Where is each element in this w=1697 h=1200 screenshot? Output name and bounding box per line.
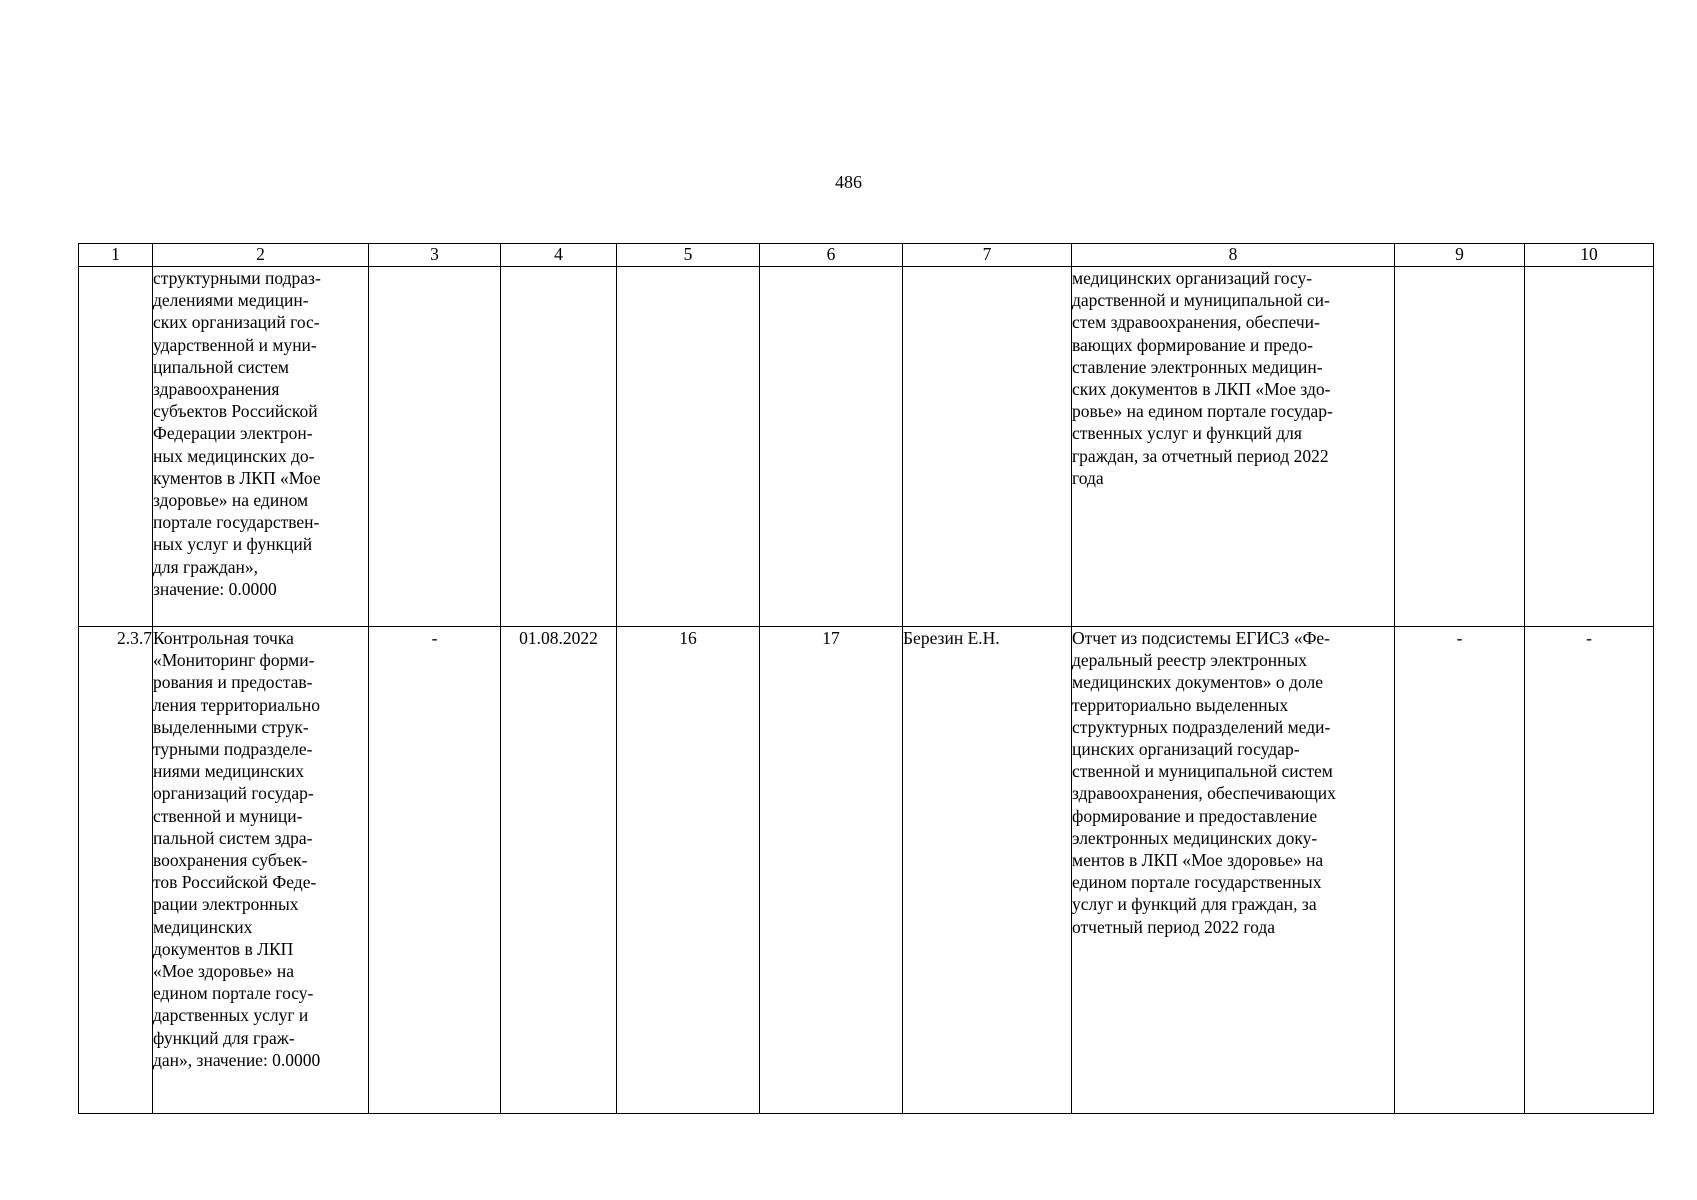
document-line: едином портале государственных [1072,872,1322,893]
document-line: территориально выделенных [1072,694,1289,715]
description-line: ударственной и муни- [153,334,317,355]
description-line: структурными подраз- [153,268,321,288]
description-line: ления территориально [153,694,320,715]
description-line: делениями медицин- [153,290,309,311]
description-line: едином портале госу- [153,983,314,1004]
description-line: ниями медицинских [153,761,304,782]
cell-col9 [1395,267,1525,627]
cell-document [1072,267,1395,627]
description-line: ных услуг и функций [153,534,313,555]
cell-number: 2.3.7 [79,627,153,1114]
document-line: структурных подразделений меди- [1072,716,1331,737]
document-line: ственных услуг и функций для [1072,423,1302,444]
document-line: медицинских документов» о доле [1072,672,1323,693]
document-line: дарственной и муниципальной си- [1072,290,1330,311]
document-line: ровье» на едином портале государ- [1072,401,1333,422]
cell-number [79,267,153,627]
description-line: дарственных услуг и [153,1005,309,1026]
description-line: портале государствен- [153,512,320,533]
description-line: турными подразделе- [153,739,313,760]
column-header-4: 4 [501,244,617,267]
cell-col10 [1525,267,1654,627]
description-line: значение: 0.0000 [153,578,277,599]
document-line: деральный реестр электронных [1072,650,1307,671]
cell-responsible: Березин Е.Н. [903,627,1072,1114]
description-line: здоровье» на едином [153,490,309,511]
description-line: рации электронных [153,894,299,915]
column-header-8: 8 [1072,244,1395,267]
cell-description [153,267,369,627]
document-line: граждан, за отчетный период 2022 [1072,445,1329,466]
cell-responsible [903,267,1072,627]
description-line: документов в ЛКП [153,938,294,959]
description-line: тов Российской Феде- [153,872,317,893]
cell-description [153,627,369,1114]
description-line: функций для граж- [153,1027,295,1048]
table-row [79,267,1654,627]
description-line: субъектов Российской [153,401,318,422]
description-line: кументов в ЛКП «Мое [153,467,321,488]
document-line: ских документов в ЛКП «Мое здо- [1072,379,1331,400]
description-line: рования и предостав- [153,672,313,693]
description-line: ных медицинских до- [153,445,315,466]
cell-date: 01.08.2022 [501,627,617,1114]
cell-col5: 16 [617,627,760,1114]
document-line: услуг и функций для граждан, за [1072,894,1317,915]
description-line: ципальной систем [153,356,289,377]
cell-col6 [760,267,903,627]
description-line: медицинских [153,916,253,937]
cell-col9: - [1395,627,1525,1114]
document-line: цинских организаций государ- [1072,739,1300,760]
cell-date [501,267,617,627]
description-line: «Мониторинг форми- [153,650,315,671]
header-row [79,244,1654,267]
column-header-9: 9 [1395,244,1525,267]
table-row [79,627,1654,1114]
description-line: для граждан», [153,556,259,577]
column-header-5: 5 [617,244,760,267]
description-line: воохранения субъек- [153,850,308,871]
cell-col3 [369,267,501,627]
page-number: 486 [835,172,862,192]
description-line: организаций государ- [153,783,314,804]
column-header-3: 3 [369,244,501,267]
document-table [78,243,1654,1114]
description-line: пальной систем здра- [153,827,313,848]
description-line: ственной и муници- [153,805,303,826]
document-line: года [1072,467,1104,488]
column-header-7: 7 [903,244,1072,267]
description-line: ских организаций гос- [153,312,320,333]
document-line: вающих формирование и предо- [1072,334,1313,355]
document-line: здравоохранения, обеспечивающих [1072,783,1336,804]
document-line: ментов в ЛКП «Мое здоровье» на [1072,850,1324,871]
document-line: стем здравоохранения, обеспечи- [1072,312,1320,333]
description-line: выделенными струк- [153,716,309,737]
document-line: электронных медицинских доку- [1072,827,1318,848]
document-line: медицинских организаций госу- [1072,268,1313,288]
document-line: формирование и предоставление [1072,805,1318,826]
cell-col6: 17 [760,627,903,1114]
cell-col3: - [369,627,501,1114]
cell-col5 [617,267,760,627]
column-header-6: 6 [760,244,903,267]
column-header-10: 10 [1525,244,1654,267]
cell-col10: - [1525,627,1654,1114]
description-line: Федерации электрон- [153,423,313,444]
document-line: Отчет из подсистемы ЕГИСЗ «Фе- [1072,628,1330,648]
document-line: ственной и муниципальной систем [1072,761,1333,782]
description-line: здравоохранения [153,379,280,400]
document-line: отчетный период 2022 года [1072,916,1276,937]
description-line: Контрольная точка [153,628,294,648]
cell-document [1072,627,1395,1114]
document-line: ставление электронных медицин- [1072,356,1323,377]
description-line: дан», значение: 0.0000 [153,1049,321,1070]
column-header-1: 1 [79,244,153,267]
description-line: «Мое здоровье» на [153,961,294,982]
column-header-2: 2 [153,244,369,267]
